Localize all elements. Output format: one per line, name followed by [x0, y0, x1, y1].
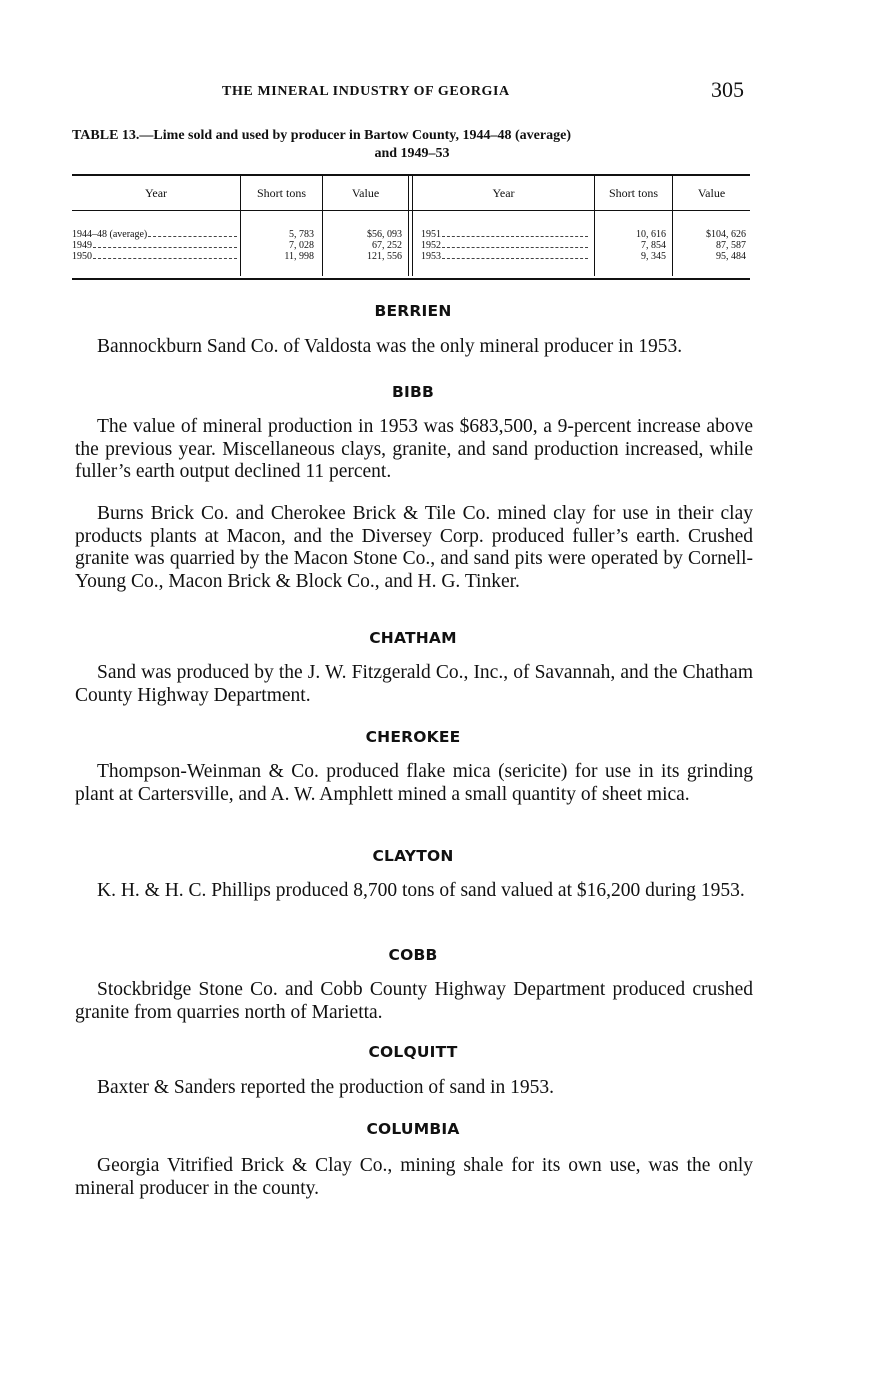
- paragraph-cobb: Stockbridge Stone Co. and Cobb County Highway Department produced crushed granite from quarries north of Marietta.: [75, 979, 753, 1023]
- table-cell-year: 1952: [421, 240, 588, 252]
- table-cell-tons: 7, 854: [641, 240, 666, 251]
- table-cell-year: 1953: [421, 251, 588, 263]
- col-header-short-tons: Short tons: [256, 186, 306, 200]
- table-cell-year: 1944–48 (average): [72, 229, 237, 241]
- table-caption: [72, 127, 752, 163]
- paragraph-chatham: Sand was produced by the J. W. Fitzgerald Co., Inc., of Savannah, and the Chatham County Highway Department.: [75, 662, 753, 706]
- table-cell-tons: 11, 998: [284, 251, 314, 262]
- section-heading-colquitt: COLQUITT: [368, 1043, 458, 1061]
- col-header-short-tons: Short tons: [608, 186, 658, 200]
- table-bottom-rule: [72, 278, 750, 280]
- running-title: THE MINERAL INDUSTRY OF GEORGIA: [222, 84, 510, 99]
- table-cell-value: 95, 484: [716, 251, 746, 262]
- table-cell-year: 1951: [421, 229, 588, 241]
- paragraph-clayton: K. H. & H. C. Phillips produced 8,700 tons of sand valued at $16,200 during 1953.: [97, 880, 745, 901]
- col-header-year: Year: [492, 186, 515, 200]
- paragraph-columbia: Georgia Vitrified Brick & Clay Co., mining shale for its own use, was the only mineral producer in the county.: [75, 1155, 753, 1199]
- paragraph-berrien: Bannockburn Sand Co. of Valdosta was the only mineral producer in 1953.: [97, 336, 683, 357]
- section-heading-clayton: CLAYTON: [372, 847, 454, 865]
- col-header-value: Value: [351, 186, 380, 200]
- table-cell-tons: 5, 783: [289, 229, 314, 240]
- section-heading-cobb: COBB: [388, 946, 438, 964]
- col-header-value: Value: [697, 186, 726, 200]
- table-cell-tons: 9, 345: [641, 251, 666, 262]
- table-cell-value: 67, 252: [372, 240, 402, 251]
- paragraph-bibb-2: Burns Brick Co. and Cherokee Brick & Tile Co. mined clay for use in their clay products plants at Macon, and the Diversey Corp. produced fuller’s earth. Crushed granite was quarried by the Macon Stone Co., and sand pits were operated by Cornell-Young Co., Macon Brick & Block Co., and H. G. Tinker.: [75, 503, 753, 592]
- section-heading-chatham: CHATHAM: [369, 629, 457, 647]
- paragraph-cherokee: Thompson-Weinman & Co. produced flake mica (sericite) for use in its grinding plant at Cartersville, and A. W. Amphlett mined a small quantity of sheet mica.: [75, 761, 753, 805]
- table-cell-year: 1950: [72, 251, 237, 263]
- section-heading-columbia: COLUMBIA: [366, 1120, 460, 1138]
- table-cell-year: 1949: [72, 240, 237, 252]
- table-cell-value: 87, 587: [716, 240, 746, 251]
- section-heading-berrien: BERRIEN: [374, 302, 452, 320]
- table-cell-value: $104, 626: [706, 229, 746, 240]
- paragraph-bibb-1: The value of mineral production in 1953 was $683,500, a 9-percent increase above the previous year. Miscellaneous clays, granite, and sand production increased, while fuller’s earth output declined 11 percent.: [75, 416, 753, 482]
- table-cell-tons: 7, 028: [289, 240, 314, 251]
- lime-table: [72, 174, 750, 282]
- table-caption-line2: and 1949–53: [374, 146, 450, 161]
- table-cell-tons: 10, 616: [636, 229, 666, 240]
- section-heading-bibb: BIBB: [391, 383, 434, 401]
- table-cell-value: $56, 093: [367, 229, 402, 240]
- table-caption-line1: TABLE 13.—Lime sold and used by producer in Bartow County, 1944–48 (average): [72, 128, 571, 143]
- paragraph-colquitt: Baxter & Sanders reported the production of sand in 1953.: [97, 1077, 555, 1098]
- table-cell-value: 121, 556: [367, 251, 402, 262]
- page-number: 305: [711, 77, 744, 102]
- section-heading-cherokee: CHEROKEE: [365, 728, 461, 746]
- col-header-year: Year: [144, 186, 168, 200]
